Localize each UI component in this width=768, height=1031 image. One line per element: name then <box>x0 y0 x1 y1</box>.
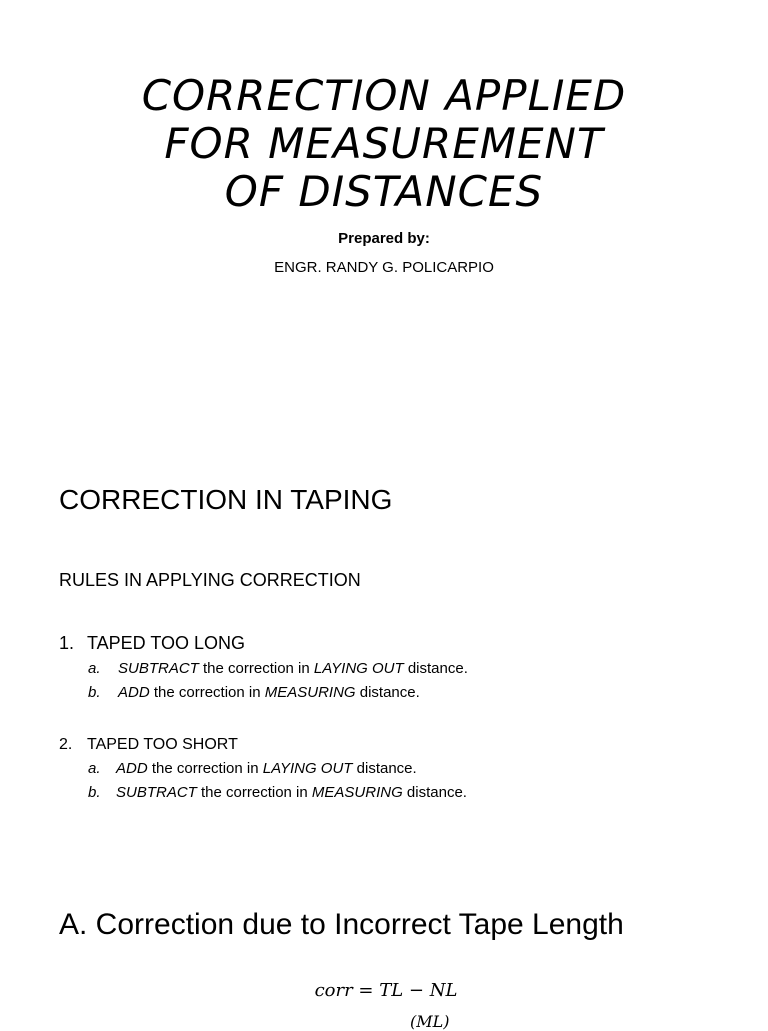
author-name: ENGR. RANDY G. POLICARPIO <box>274 259 494 276</box>
slide-title <box>0 72 768 216</box>
section-heading: CORRECTION IN TAPING <box>59 484 393 515</box>
rule-label: TAPED TOO LONG <box>87 633 246 653</box>
item-case: MEASURING <box>264 684 356 701</box>
rules-heading: RULES IN APPLYING CORRECTION <box>59 570 361 590</box>
item-text: the correction in <box>198 660 314 677</box>
rule-label: TAPED TOO SHORT <box>87 736 238 753</box>
formula-fragment: (ML) <box>410 1012 450 1031</box>
item-end: distance. <box>352 760 417 777</box>
item-letter: a. <box>88 760 101 777</box>
rule-taped-too-short <box>59 736 467 802</box>
rule-item <box>88 760 467 778</box>
item-text: the correction in <box>196 784 312 801</box>
title-slide <box>0 0 768 440</box>
item-letter: b. <box>88 784 101 801</box>
prepared-by-label: Prepared by: <box>338 230 430 247</box>
item-action: ADD <box>118 684 150 701</box>
rule-number: 2. <box>59 736 73 753</box>
correction-formula: corr = TL − NL <box>314 980 458 1001</box>
item-end: distance. <box>355 684 420 701</box>
item-text: the correction in <box>149 684 265 701</box>
section-heading: A. Correction due to Incorrect Tape Length <box>59 908 624 941</box>
item-action: SUBTRACT <box>116 784 197 801</box>
rule-taped-too-long <box>59 633 468 702</box>
item-end: distance. <box>402 784 467 801</box>
item-case: LAYING OUT <box>262 760 353 777</box>
tape-length-slide <box>0 850 768 1031</box>
item-letter: a. <box>88 660 101 677</box>
rule-title <box>59 736 467 754</box>
item-case: MEASURING <box>311 784 403 801</box>
rule-title <box>59 633 468 654</box>
rule-item <box>88 660 468 678</box>
item-text: the correction in <box>147 760 263 777</box>
item-case: LAYING OUT <box>313 660 404 677</box>
item-letter: b. <box>88 684 101 701</box>
rule-item <box>88 784 467 802</box>
rule-item <box>88 684 468 702</box>
item-end: distance. <box>403 660 468 677</box>
rule-number: 1. <box>59 633 75 653</box>
rules-slide <box>0 440 768 850</box>
item-action: ADD <box>116 760 148 777</box>
title-line: FOR MEASUREMENT <box>164 119 604 168</box>
title-line: OF DISTANCES <box>224 167 544 216</box>
item-action: SUBTRACT <box>118 660 199 677</box>
title-line: CORRECTION APPLIED <box>141 71 627 120</box>
